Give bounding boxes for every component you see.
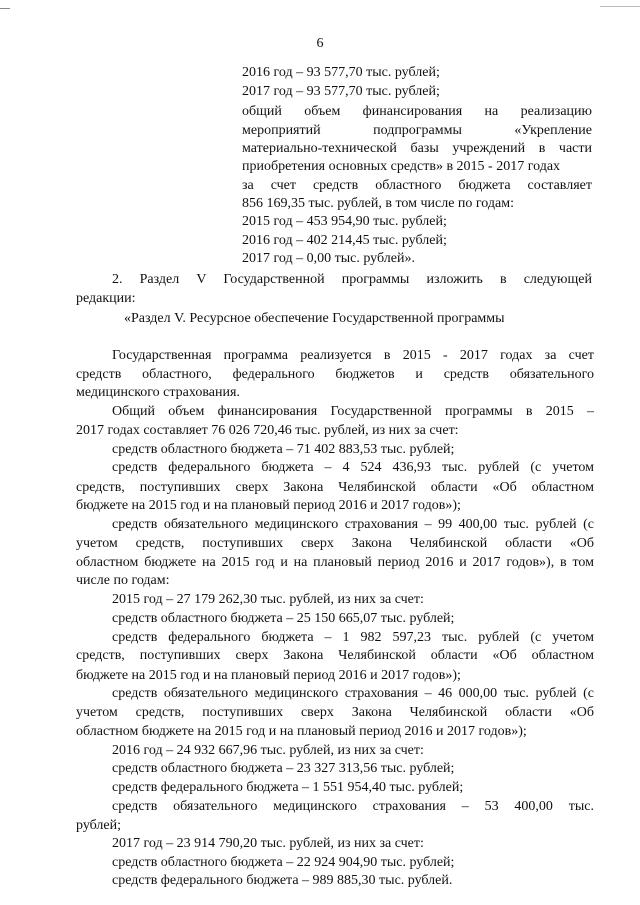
text-line: средств федерального бюджета – 4 524 436,93 тыс. рублей (с учетом bbox=[112, 460, 594, 476]
text-line: средств обязательного медицинского страхования – 53 400,00 тыс. bbox=[112, 798, 594, 814]
text-line: редакции: bbox=[76, 290, 136, 306]
text-line: бюджете на 2015 год и на плановый период 2016 и 2017 годов»); bbox=[76, 497, 461, 513]
text-line: 2016 год – 402 214,45 тыс. рублей; bbox=[242, 232, 447, 248]
text-line: 2017 год – 0,00 тыс. рублей». bbox=[242, 251, 415, 267]
text-line: областном бюджете на 2015 год и на плановый период 2016 и 2017 годов»); bbox=[76, 723, 527, 739]
text-line: средств областного, федерального бюджетов и средств обязательного bbox=[76, 366, 594, 382]
text-line: средств, поступивших сверх Закона Челябинской области «Об областном bbox=[76, 479, 594, 495]
text-line: областном бюджете на 2015 год и на плановый период 2016 и 2017 годов»), в том bbox=[76, 554, 594, 570]
text-line: средств обязательного медицинского страхования – 46 000,00 тыс. рублей (с bbox=[112, 685, 594, 701]
section-heading: «Раздел V. Ресурсное обеспечение Государственной программы bbox=[124, 310, 505, 326]
text-line: средств обязательного медицинского страхования – 99 400,00 тыс. рублей (с bbox=[112, 517, 594, 533]
text-line: средств областного бюджета – 23 327 313,56 тыс. рублей; bbox=[112, 761, 455, 777]
text-line: 2017 годах составляет 76 026 720,46 тыс. рублей, из них за счет: bbox=[76, 422, 459, 438]
text-line: средств федерального бюджета – 1 551 954,40 тыс. рублей; bbox=[112, 780, 464, 796]
text-line: 2017 год – 93 577,70 тыс. рублей; bbox=[242, 84, 440, 100]
text-line: средств федерального бюджета – 989 885,30 тыс. рублей. bbox=[112, 873, 453, 888]
text-line: средств областного бюджета – 22 924 904,90 тыс. рублей; bbox=[112, 854, 455, 870]
text-line: рублей; bbox=[76, 818, 121, 834]
text-line: мероприятий подпрограммы «Укрепление bbox=[242, 122, 592, 138]
scan-artifact bbox=[0, 8, 10, 9]
text-line: 856 169,35 тыс. рублей, в том числе по годам: bbox=[242, 196, 514, 212]
text-line: средств областного бюджета – 25 150 665,07 тыс. рублей; bbox=[112, 610, 455, 626]
text-line: 2016 год – 24 932 667,96 тыс. рублей, из них за счет: bbox=[112, 742, 424, 758]
text-line: 2017 год – 23 914 790,20 тыс. рублей, из них за счет: bbox=[112, 836, 424, 852]
text-line: учетом средств, поступивших сверх Закона Челябинской области «Об bbox=[76, 535, 594, 551]
page-number: 6 bbox=[316, 36, 324, 51]
text-line: средств федерального бюджета – 1 982 597,23 тыс. рублей (с учетом bbox=[112, 630, 594, 646]
text-line: средств, поступивших сверх Закона Челябинской области «Об областном bbox=[76, 648, 594, 664]
text-line: за счет средств областного бюджета составляет bbox=[242, 177, 592, 193]
text-line: приобретения основных средств» в 2015 - 2017 годах bbox=[242, 159, 561, 175]
text-line: общий объем финансирования на реализацию bbox=[242, 103, 592, 119]
text-line: 2015 год – 453 954,90 тыс. рублей; bbox=[242, 214, 447, 230]
text-line: Общий объем финансирования Государственной программы в 2015 – bbox=[112, 404, 594, 420]
text-line: 2. Раздел V Государственной программы изложить в следующей bbox=[112, 272, 592, 288]
text-line: 2016 год – 93 577,70 тыс. рублей; bbox=[242, 65, 440, 80]
text-line: учетом средств, поступивших сверх Закона Челябинской области «Об bbox=[76, 705, 594, 721]
text-line: Государственная программа реализуется в 2015 - 2017 годах за счет bbox=[112, 347, 594, 363]
text-line: 2015 год – 27 179 262,30 тыс. рублей, из них за счет: bbox=[112, 592, 424, 608]
text-line: материально-технической базы учреждений в части bbox=[242, 141, 592, 157]
scan-artifact bbox=[600, 6, 640, 7]
text-line: медицинского страхования. bbox=[76, 385, 240, 401]
text-line: числе по годам: bbox=[76, 573, 170, 589]
text-line: бюджете на 2015 год и на плановый период 2016 и 2017 годов»); bbox=[76, 667, 461, 683]
text-line: средств областного бюджета – 71 402 883,53 тыс. рублей; bbox=[112, 442, 455, 457]
